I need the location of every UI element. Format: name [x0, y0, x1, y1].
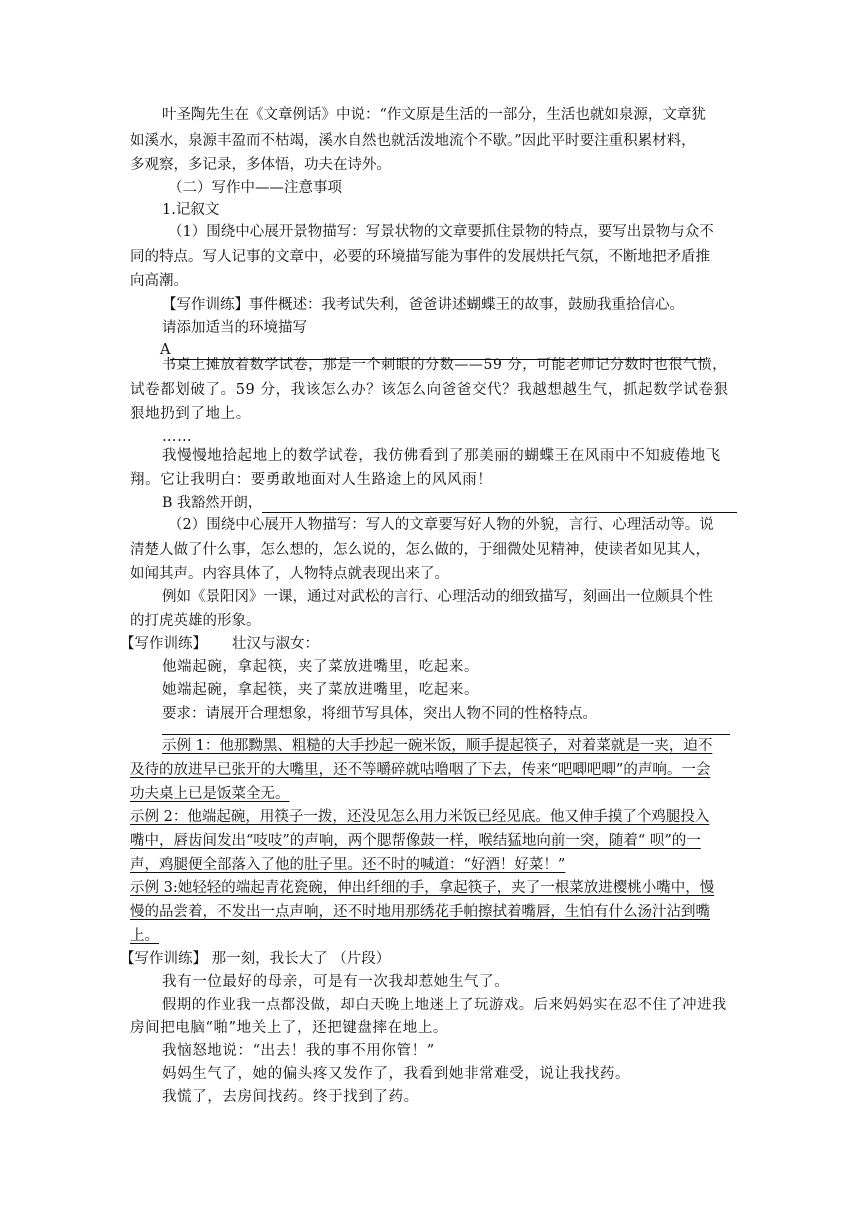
sample-line: 嘴中，唇齿间发出“吱吱”的声响，两个腮帮像鼓一样，喉结猛地向前一突，随着“ 呗”的一: [130, 833, 701, 849]
training-2-line: 他端起碗，拿起筷，夹了菜放进嘴里，吃起来。: [162, 659, 480, 675]
example-line: 例如《景阳冈》一课，通过对武松的言行、心理活动的细致描写，刻画出一位颇具个性: [162, 589, 713, 605]
ellipsis: ……: [162, 429, 193, 445]
story-3-line: 我恼怒地说：“出去！我的事不用你管！”: [162, 1043, 435, 1059]
training-2-topic: 壮汉与淑女：: [232, 636, 319, 652]
sample-line: 声，鸡腿便全部落入了他的肚子里。还不时的喊道：“好酒！好菜！”: [130, 857, 566, 873]
training-2-head: 【写作训练】: [120, 636, 207, 652]
intro-line: 叶圣陶先生在《文章例话》中说：“作文原是生活的一部分，生活也就如泉源，文章犹: [162, 107, 706, 123]
sample-line: 慢的品尝着，不发出一点声响，还不时地用那绣花手帕擦拭着嘴唇，生怕有什么汤汁沾到嘴: [130, 904, 710, 920]
training-2-requirement: 要求：请展开合理想象，将细节写具体，突出人物不同的性格特点。: [162, 706, 597, 722]
blank-b-row: [162, 493, 737, 513]
training-2-line: 她端起碗，拿起筷，夹了菜放进嘴里，吃起来。: [162, 682, 480, 698]
scene-desc-line: 同的特点。写人记事的文章中，必要的环境描写能为事件的发展烘托气氛，不断地把矛盾推: [130, 249, 710, 265]
person-desc-line: 清楚人做了什么事，怎么想的，怎么说的，怎么做的，于细微处见精神，使读者如见其人，: [130, 542, 710, 558]
training-3-prompt: 【写作训练】 那一刻，我长大了 （片段）: [120, 951, 391, 967]
story-line: 试卷都划破了。59 分，我该怎么办？该怎么向爸爸交代？我越想越生气，抓起数学试卷狠: [130, 382, 729, 398]
blank-b-line[interactable]: [262, 498, 737, 513]
scene-desc-line: 向高潮。: [130, 273, 188, 289]
training-2-row: [120, 634, 319, 654]
story-3-line: 我慌了，去房间找药。终于找到了药。: [162, 1089, 419, 1105]
story-line: 狠地扔到了地上。: [130, 406, 251, 422]
answer-line[interactable]: [162, 734, 730, 735]
person-desc-line: （2）围绕中心展开人物描写：写人的文章要写好人物的外貌，言行、心理活动等。说: [168, 517, 714, 533]
story-3-line: 我有一位最好的母亲，可是有一次我却惹她生气了。: [162, 974, 510, 990]
section-heading: （二）写作中——注意事项: [168, 180, 342, 196]
story-3-line: 假期的作业我一点都没做，却白天晚上地迷上了玩游戏。后来妈妈实在忍不住了冲进我: [162, 997, 727, 1013]
sample-line: 示例 3:她轻轻的端起青花瓷碗，伸出纤细的手，拿起筷子，夹了一根菜放进樱桃小嘴中，慢: [130, 880, 715, 896]
story-3-line: 房间把电脑“啪”地关上了，还把键盘摔在地上。: [130, 1020, 449, 1036]
intro-line: 如溪水，泉源丰盈而不枯竭，溪水自然也就活泼地流个不歇。”因此平时要注重积累材料，: [130, 133, 696, 149]
story-line: 我慢慢地拾起地上的数学试卷，我仿佛看到了那美丽的蝴蝶王在风雨中不知疲倦地飞: [162, 448, 721, 464]
sample-line: 及待的放进早已张开的大嘴里，还不等嚼碎就咕噜咽了下去，传来“吧唧吧唧”的声响。一会: [130, 762, 711, 778]
blank-b-label: B 我豁然开朗，: [162, 495, 263, 511]
blank-a-label: A: [160, 342, 171, 358]
sample-line: 示例 2：他端起碗，用筷子一拨，还没见怎么用力米饭已经见底。他又伸手摸了个鸡腿投入: [130, 809, 710, 825]
training-1-requirement: 请添加适当的环境描写: [162, 320, 307, 336]
training-1-prompt: 【写作训练】事件概述：我考试失利，爸爸讲述蝴蝶王的故事，鼓励我重拾信心。: [162, 297, 684, 313]
example-line: 的打虎英雄的形象。: [130, 613, 261, 629]
story-line: 书桌上摊放着数学试卷，那是一个刺眼的分数——59 分，可能老师记分数时也很气愤，: [162, 357, 727, 373]
sample-line: 上。: [130, 928, 159, 944]
sample-line: 示例 1：他那黝黑、粗糙的大手抄起一碗米饭，顺手提起筷子，对着菜就是一夹，迫不: [162, 738, 713, 754]
scene-desc-line: （1）围绕中心展开景物描写：写景状物的文章要抓住景物的特点，要写出景物与众不: [168, 224, 714, 240]
subsection-heading: 1.记叙文: [162, 202, 220, 218]
sample-line: 功夫桌上已是饭菜全无。: [130, 786, 290, 802]
intro-line: 多观察，多记录，多体悟，功夫在诗外。: [130, 157, 391, 173]
person-desc-line: 如闻其声。内容具体了，人物特点就表现出来了。: [130, 566, 449, 582]
story-line: 翔。它让我明白：要勇敢地面对人生路途上的风风雨！: [130, 472, 493, 488]
story-3-line: 妈妈生气了，她的偏头疼又发作了，我看到她非常难受，说让我找药。: [162, 1066, 631, 1082]
